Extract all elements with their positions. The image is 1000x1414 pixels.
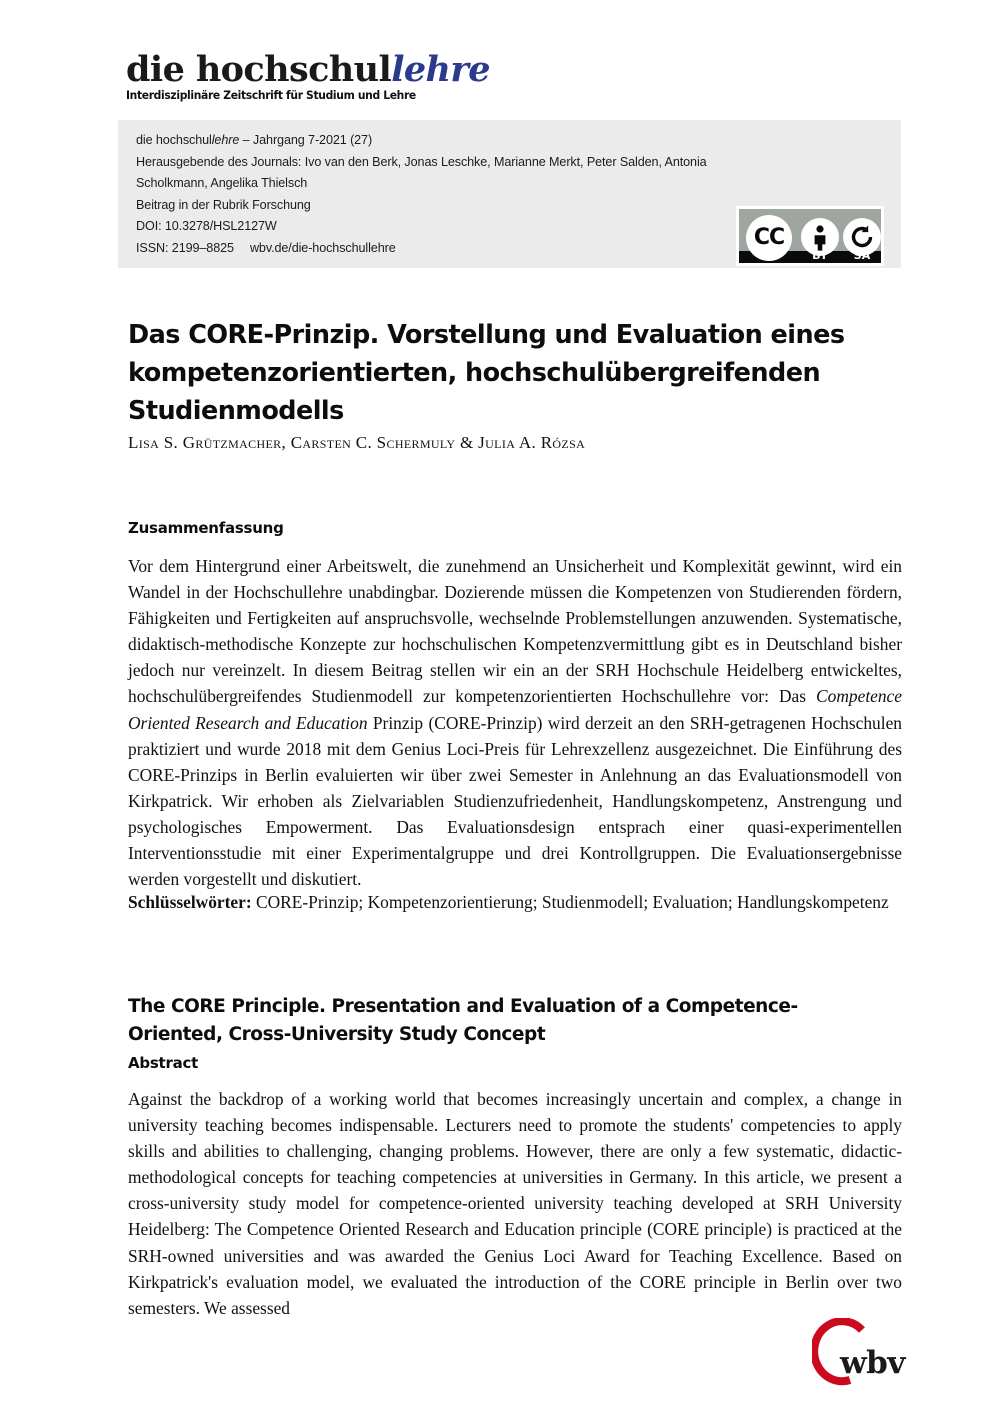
article-authors: Lisa S. Grützmacher, Carsten C. Schermuly & Julia A. Rózsa xyxy=(128,433,586,452)
abstract-de-italic-term: Competence Oriented Research and Education xyxy=(128,686,902,733)
metadata-website[interactable]: wbv.de/die-hochschullehre xyxy=(249,240,396,255)
keywords-value: CORE-Prinzip; Kompetenzorientierung; Studienmodell; Evaluation; Handlungskompetenz xyxy=(251,892,889,912)
metadata-editors: Herausgebende des Journals: Ivo van den Berk, Jonas Leschke, Marianne Merkt, Peter Salden, Antonia Scholkmann, Angelika Thielsch xyxy=(136,154,707,190)
metadata-issn-line xyxy=(136,238,736,260)
wbv-publisher-logo xyxy=(812,1318,910,1392)
journal-metadata-lines xyxy=(136,130,736,259)
abstract-heading: Abstract xyxy=(128,1054,199,1072)
journal-logo-title-main: die hochschul xyxy=(126,49,392,90)
journal-logo-title xyxy=(126,49,586,90)
zusammenfassung-heading: Zusammenfassung xyxy=(128,519,284,537)
article-title-en: The CORE Principle. Presentation and Evaluation of a Competence-Oriented, Cross-University Study Concept xyxy=(128,996,798,1046)
abstract-de-text xyxy=(128,553,902,892)
journal-logo-title-accent: lehre xyxy=(391,49,490,90)
cc-logo-icon: CC xyxy=(753,225,785,250)
journal-logo-subtitle: Interdisziplinäre Zeitschrift für Studium und Lehre xyxy=(126,89,416,102)
cc-by-label: BY xyxy=(812,249,828,262)
journal-metadata-box xyxy=(118,120,901,268)
metadata-issue-main: die hochschul xyxy=(136,133,212,147)
keywords-de xyxy=(128,889,902,915)
abstract-de-part2: Prinzip (CORE-Prinzip) wird derzeit an den SRH-getragenen Hochschulen praktiziert und wurde 2018 mit dem Genius Loci-Preis für Lehrexzellenz ausgezeichnet. Die Einführung des CORE-Prinzips in Berlin evaluierten wir über zwei Semester in Anlehnung an das Evaluationsmodell von Kirkpatrick. Wir erhoben als Zielvariablen Studienzufriedenheit, Handlungskompetenz, Anstrengung und psychologisches Empowerment. Das Evaluationsdesign entsprach einer quasi-experimentellen Interventionsstudie mit einer Experimentalgruppe und drei Kontrollgruppen. Die Evaluationsergebnisse werden vorgestellt und diskutiert. xyxy=(128,712,902,890)
cc-sa-label: SA xyxy=(853,249,871,262)
metadata-doi[interactable]: DOI: 10.3278/HSL2127W xyxy=(136,219,277,233)
abstract-de-part1: Vor dem Hintergrund einer Arbeitswelt, die zunehmend an Unsicherheit und Komplexität gewinnt, wird ein Wandel in der Hochschullehre unabdingbar. Dozierende müssen die Kompetenzen von Studierenden fördern, Fähigkeiten und Fertigkeiten auf anspruchsvolle, wechselnde Problemstellungen anzuwenden. Systematische, didaktisch-methodische Konzepte zur hochschulischen Kompetenzvermittlung gibt es in Deutschland bisher jedoch nur vereinzelt. In diesem Beitrag stellen wir ein an der SRH Hochschule Heidelberg entwickeltes, hochschulübergreifendes Studienmodell zur kompetenzorientierten Hochschullehre vor: Das xyxy=(128,556,902,707)
cc-badge-inner xyxy=(739,209,881,263)
metadata-issue-line xyxy=(136,130,736,152)
wbv-wordmark: wbv xyxy=(840,1345,905,1381)
metadata-issn: ISSN: 2199–8825 xyxy=(136,240,234,255)
abstract-en-text: Against the backdrop of a working world that becomes increasingly uncertain and complex, a change in university teaching becomes indispensable. Lecturers need to promote the students' competencies to apply skills and abilities to challenging, changing problems. However, there are only a few systematic, didactic-methodological concepts for teaching competencies at universities in Germany. In this article, we present a cross-university study model for competence-oriented university teaching developed at SRH University Heidelberg: The Competence Oriented Research and Education principle (CORE principle) is practiced at the SRH-owned universities and was awarded the Genius Loci Award for Teaching Excellence. Based on Kirkpatrick's evaluation model, we evaluated the introduction of the CORE principle in Berlin over two semesters. We assessed xyxy=(128,1089,902,1318)
metadata-rubric: Beitrag in der Rubrik Forschung xyxy=(136,197,311,212)
metadata-issue-accent: lehre xyxy=(211,133,240,147)
metadata-issue-rest: – Jahrgang 7-2021 (27) xyxy=(239,133,373,147)
journal-masthead xyxy=(126,49,586,102)
creative-commons-license-badge[interactable] xyxy=(736,206,884,266)
keywords-label: Schlüsselwörter: xyxy=(128,892,252,912)
article-title: Das CORE-Prinzip. Vorstellung und Evaluation eines kompetenzorientierten, hochschulübergreifenden Studienmodells xyxy=(128,320,845,427)
